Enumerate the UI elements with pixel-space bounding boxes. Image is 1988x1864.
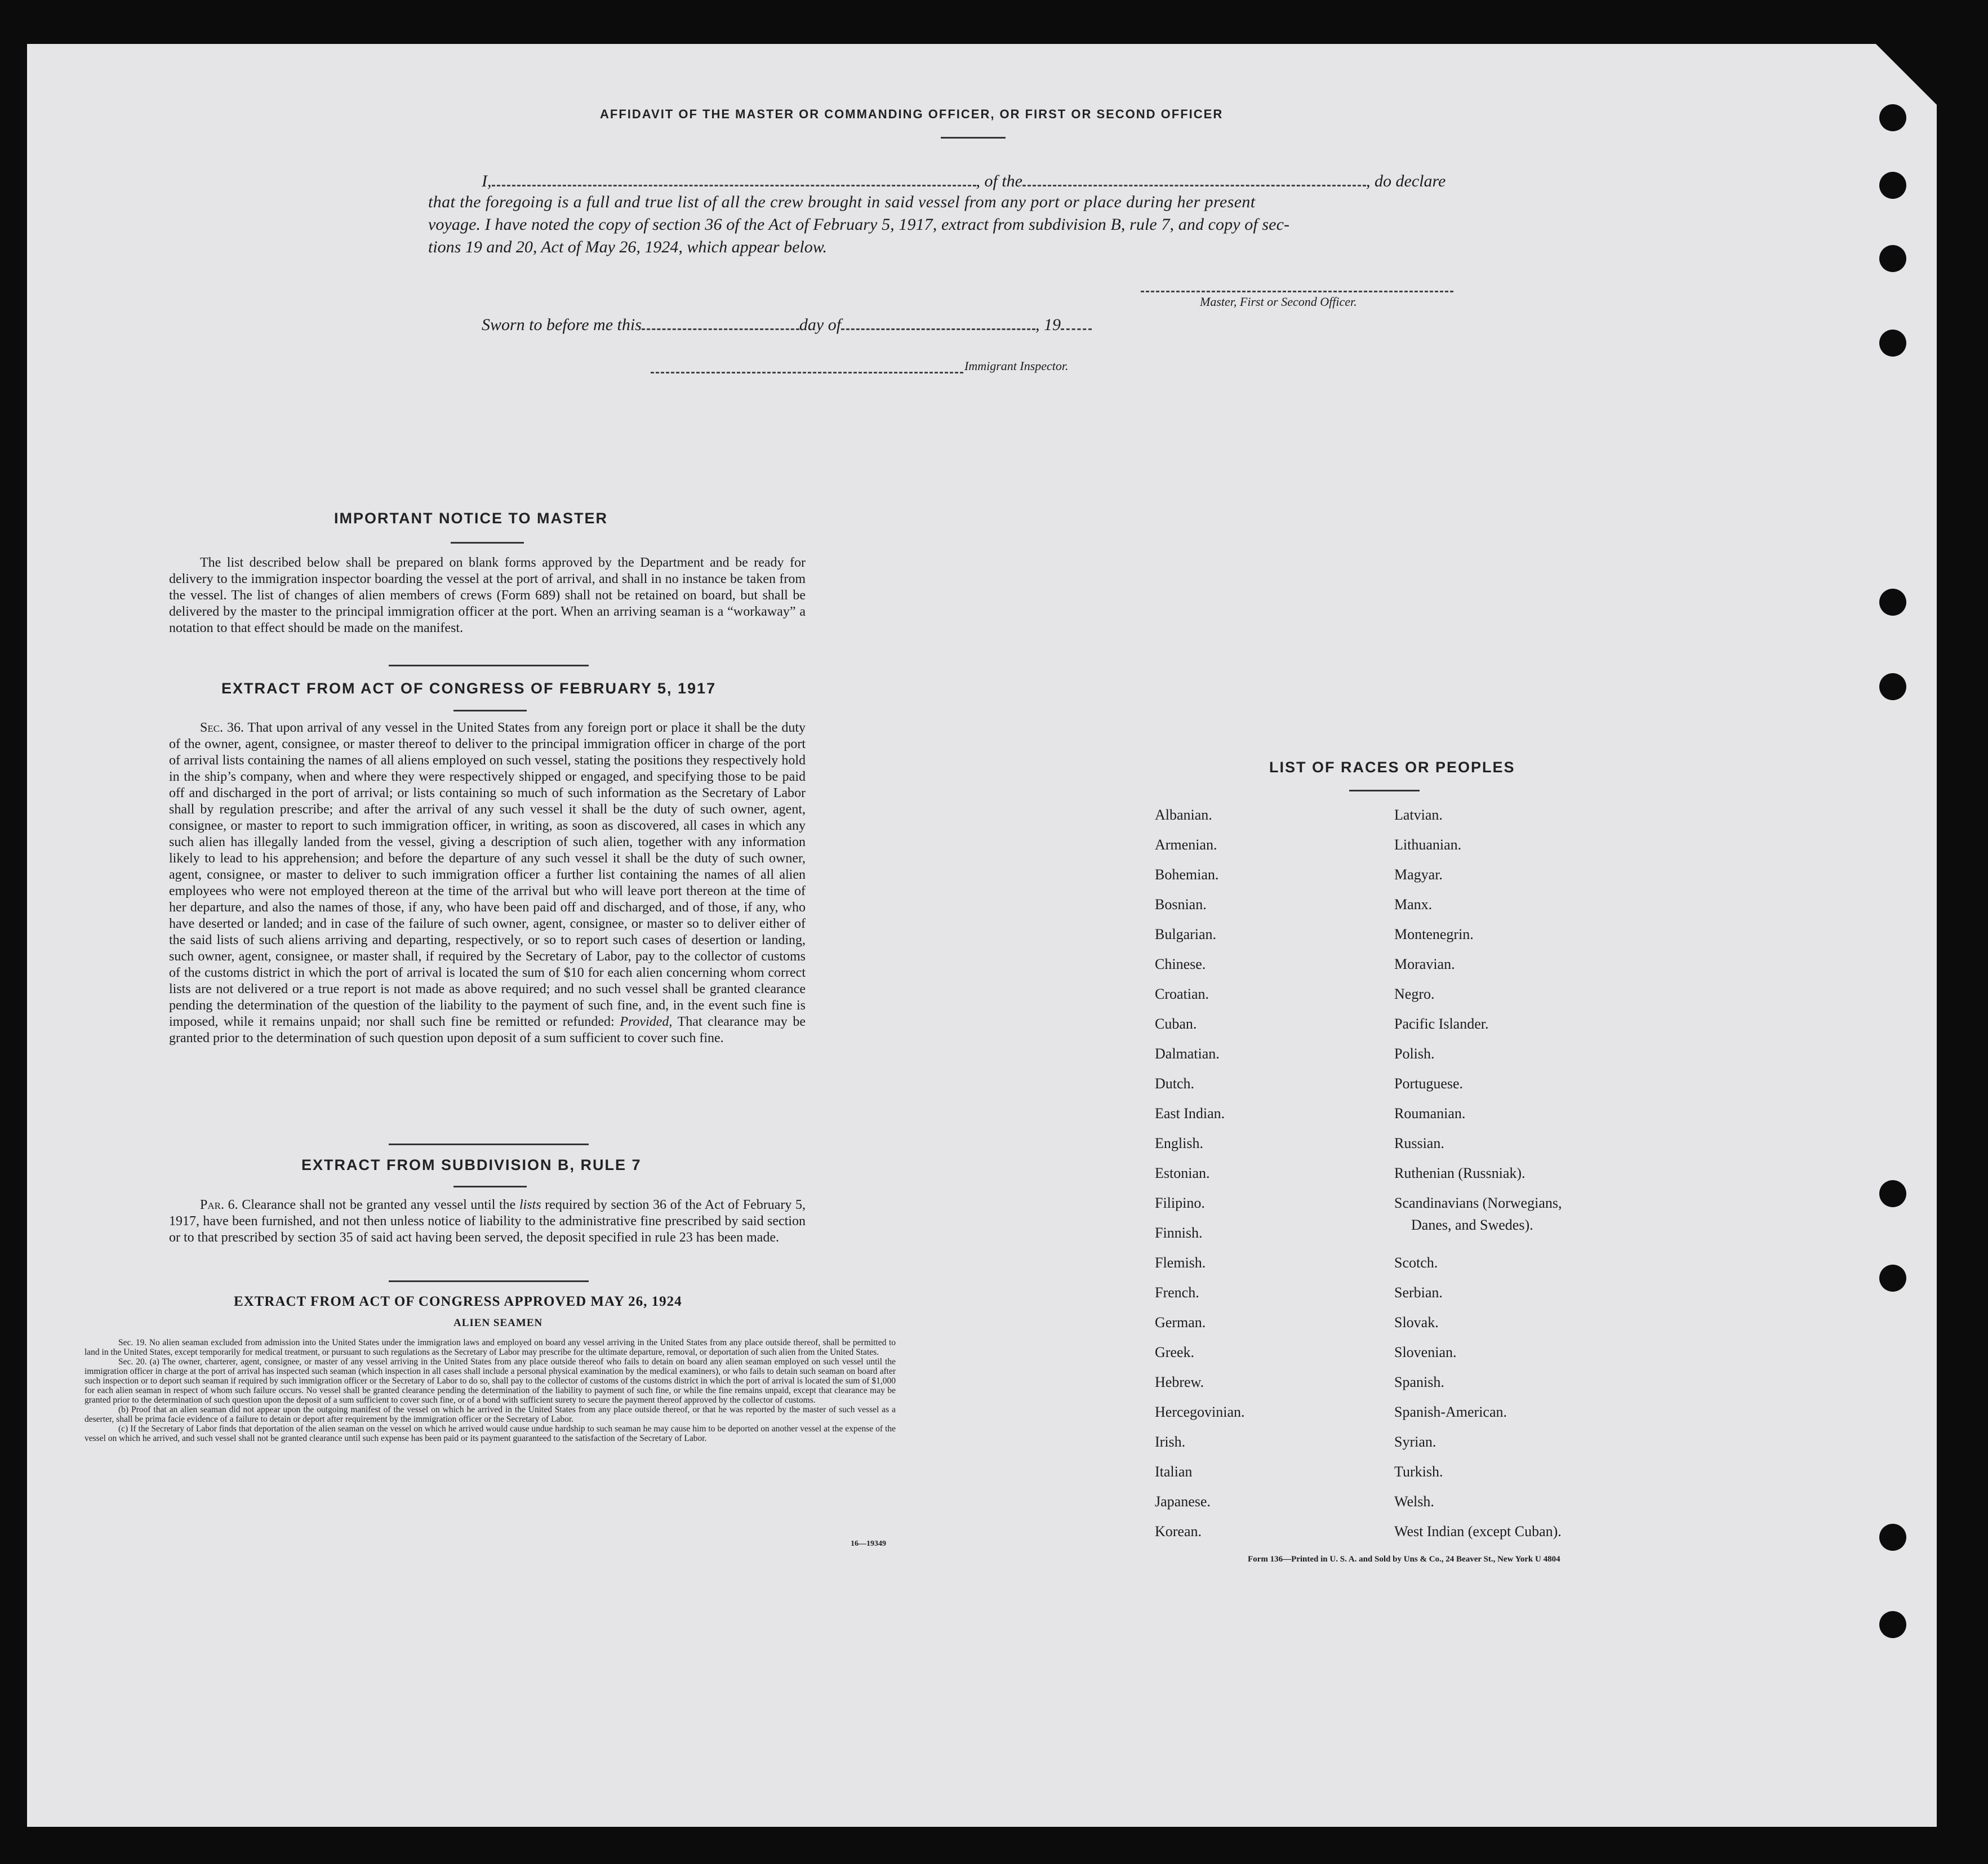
par-6-label: Par. 6. <box>200 1198 238 1212</box>
notice-text: The list described below shall be prepared on blank forms approved by the Department and be ready for delivery to the immigration inspector boarding the vessel at the port of arrival, and shall in no instance be taken from the vessel. The list of changes of alien members of crews (Form 689) shall not be retained on board, but shall be delivered by the master to the principal immigration officer at the port. When an arriving seaman is a “workaway” a notation to that effect should be made on the manifest. <box>169 555 806 635</box>
race-item: Scotch. <box>1394 1254 1438 1271</box>
race-item: West Indian (except Cuban). <box>1394 1523 1562 1540</box>
race-item: French. <box>1155 1284 1199 1301</box>
sec-19-text: Sec. 19. No alien seaman excluded from admission into the United States under the immigration laws and employed on board any vessel arriving in the United States from any place outside thereof, shall be permitted to land in the United States, except temporarily for medical treatment, or pursuant to such regulations as the Secretary of Labor may prescribe for the ultimate departure, removal, or deportation of such alien from the United States. <box>84 1338 896 1357</box>
punch-hole <box>1879 1265 1906 1292</box>
affidavit-i: I, <box>482 172 492 190</box>
race-item: Korean. <box>1155 1523 1202 1540</box>
punch-hole <box>1879 1180 1906 1207</box>
affidavit-line-1 <box>482 169 1482 191</box>
extract-1924-text <box>84 1338 896 1443</box>
sworn-day: day of <box>799 315 842 334</box>
race-item: Magyar. <box>1394 866 1443 883</box>
race-item: Chinese. <box>1155 956 1206 972</box>
punch-hole <box>1879 245 1906 272</box>
section-divider <box>389 1144 589 1145</box>
race-item: Armenian. <box>1155 837 1217 853</box>
sworn-prefix: Sworn to before me this <box>482 315 642 334</box>
rule7-text <box>169 1197 806 1246</box>
race-item: Serbian. <box>1394 1284 1443 1301</box>
race-item: Japanese. <box>1155 1493 1211 1510</box>
race-item: Dalmatian. <box>1155 1046 1220 1062</box>
races-title: LIST OF RACES OR PEOPLES <box>1269 759 1515 776</box>
race-item: Albanian. <box>1155 807 1212 823</box>
race-item: Estonian. <box>1155 1165 1210 1181</box>
form-footer: Form 136—Printed in U. S. A. and Sold by Uns & Co., 24 Beaver St., New York U 4804 <box>1248 1555 1560 1564</box>
affidavit-line-4: tions 19 and 20, Act of May 26, 1924, which appear below. <box>428 238 828 256</box>
inspector-signature-line[interactable] <box>651 356 963 373</box>
race-item: Cuban. <box>1155 1016 1197 1032</box>
race-item: Montenegrin. <box>1394 926 1474 942</box>
section-divider <box>389 665 589 666</box>
affidavit-declare: , do declare <box>1366 172 1446 190</box>
race-item: English. <box>1155 1135 1203 1151</box>
race-item: Roumanian. <box>1394 1105 1466 1122</box>
sec-36-text-end: That clearance may be granted prior to the determination of such question upon deposit of a sum sufficient to cover such fine. <box>169 1015 806 1046</box>
sworn-year: , 19 <box>1035 315 1061 334</box>
rule7-title: EXTRACT FROM SUBDIVISION B, RULE 7 <box>301 1156 642 1173</box>
title-rule <box>941 137 1006 139</box>
punch-hole <box>1879 673 1906 700</box>
name-blank[interactable] <box>492 169 976 186</box>
race-item: Latvian. <box>1394 807 1443 823</box>
race-item: Dutch. <box>1155 1075 1195 1092</box>
punch-hole <box>1879 172 1906 199</box>
sec-20b-text: (b) Proof that an alien seaman did not appear upon the outgoing manifest of the vessel on which he arrived in the United States from any place outside thereof, or that he was reported by the master of such vessel as a deserter, shall be prima facie evidence of a failure to detain or deport after requirement by the immigration officer or the Secretary of Labor. <box>84 1405 896 1424</box>
alien-seamen-subtitle: ALIEN SEAMEN <box>453 1317 543 1329</box>
page-corner <box>1876 44 1938 106</box>
vessel-blank[interactable] <box>1022 169 1366 186</box>
punch-hole <box>1879 330 1906 357</box>
race-item: Negro. <box>1394 986 1435 1002</box>
rule7-text-a: Clearance shall not be granted any vessel until the <box>242 1198 516 1212</box>
race-item: Pacific Islander. <box>1394 1016 1489 1032</box>
race-item-continuation: Danes, and Swedes). <box>1411 1217 1533 1233</box>
sec-36-text: That upon arrival of any vessel in the United States from any foreign port or place it shall be the duty of the owner, agent, consignee, or master thereof to deliver to the principal immigration officer in charge of the port of arrival lists containing the names of all aliens employed on such vessel, stating the positions they respectively hold in the ship’s company, when and where they were respectively shipped or engaged, and specifying those to be paid off and discharged in the port of arrival; or lists containing so much of such information as the Secretary of Labor shall by regulation prescribe; and after the arrival of any such vessel it shall be the duty of such owner, agent, consignee, or master to report to such immigration officer, in writing, as soon as discovered, all cases in which any such alien has illegally landed from the vessel, giving a description of such alien, together with any information likely to lead to his apprehension; and before the departure of any such vessel it shall be the duty of such owner, agent, consignee, or master to deliver to such immigration officer a further list containing the names of all alien employees who were not employed thereon at the time of the arrival but who will leave port thereon at the time of her departure, and also the names of those, if any, who have been paid off and discharged, and of those, if any, who have deserted or landed; and in case of the failure of such owner, agent, consignee, or master so to deliver either of the said lists of such aliens arriving and departing, respectively, or so to report such cases of desertion or landing, such owner, agent, consignee, or master shall, if required by the Secretary of Labor, pay to the collector of customs of the customs district in which the port of arrival is located the sum of $10 for each alien concerning whom correct lists are not delivered or a true report is not made as above required; and no such vessel shall be granted clearance pending the determination of the question of the liability to the payment of such fine, and, in the event such fine is imposed, while it remains unpaid; nor shall such fine be remitted or refunded: <box>169 720 806 1029</box>
race-item: Syrian. <box>1394 1434 1436 1450</box>
race-item: Hebrew. <box>1155 1374 1204 1390</box>
sec-36-label: Sec. 36. <box>200 720 244 735</box>
race-item: Finnish. <box>1155 1225 1203 1241</box>
race-item: Hercegovinian. <box>1155 1404 1245 1420</box>
race-item: Portuguese. <box>1394 1075 1464 1092</box>
race-item: Spanish-American. <box>1394 1404 1507 1420</box>
race-item: Filipino. <box>1155 1195 1205 1211</box>
race-item: Polish. <box>1394 1046 1435 1062</box>
sworn-line <box>482 313 1092 335</box>
race-item: Turkish. <box>1394 1463 1443 1480</box>
rule7-text-b: required by section 36 of the Act of February 5, 1917, have been furnished, and not then unless notice of liability to the administrative fine prescribed by said section or to that prescribed by section 35 of said act having been served, the deposit specified in rule 23 has been made. <box>169 1198 806 1245</box>
rule7-rule <box>453 1186 527 1187</box>
affidavit-title: AFFIDAVIT OF THE MASTER OR COMMANDING OFFICER, OR FIRST OR SECOND OFFICER <box>600 107 1224 121</box>
form-code: 16—19349 <box>851 1540 886 1548</box>
month-blank[interactable] <box>841 313 1035 330</box>
lists-word: lists <box>519 1198 541 1212</box>
affidavit-line-2: that the foregoing is a full and true list of all the crew brought in said vessel from any port or place during her present <box>428 193 1256 211</box>
race-item: Moravian. <box>1394 956 1455 972</box>
master-caption: Master, First or Second Officer. <box>1200 295 1357 309</box>
race-item: Greek. <box>1155 1344 1195 1360</box>
section-divider <box>389 1280 589 1282</box>
race-item: East Indian. <box>1155 1105 1225 1122</box>
race-item: Lithuanian. <box>1394 837 1462 853</box>
race-item: Irish. <box>1155 1434 1186 1450</box>
race-item: Manx. <box>1394 896 1433 913</box>
race-item: Spanish. <box>1394 1374 1444 1390</box>
notice-title: IMPORTANT NOTICE TO MASTER <box>334 510 608 527</box>
race-item: Bulgarian. <box>1155 926 1217 942</box>
punch-hole <box>1879 1524 1906 1551</box>
race-item: Italian <box>1155 1463 1193 1480</box>
affidavit-line-3: voyage. I have noted the copy of section 36 of the Act of February 5, 1917, extract from subdivision B, rule 7, and copy of sec- <box>428 215 1290 234</box>
race-item: Welsh. <box>1394 1493 1434 1510</box>
races-title-rule <box>1349 790 1420 791</box>
year-blank[interactable] <box>1061 313 1092 330</box>
affidavit-of-the: , of the <box>976 172 1022 190</box>
master-signature-line[interactable] <box>1141 275 1453 292</box>
extract-1917-text <box>169 720 806 1047</box>
race-item: Ruthenian (Russniak). <box>1394 1165 1526 1181</box>
race-item: Bohemian. <box>1155 866 1219 883</box>
extract-1917-rule <box>453 710 527 711</box>
punch-hole <box>1879 589 1906 616</box>
punch-hole <box>1879 1611 1906 1638</box>
punch-hole <box>1879 104 1906 131</box>
sec-20c-text: (c) If the Secretary of Labor finds that deportation of the alien seaman on the vessel on which he arrived would cause undue hardship to such seaman he may cause him to be deported on another vessel at the expense of the vessel on which he arrived, and such vessel shall not be granted clearance until such expense has been paid or its payment guaranteed to the satisfaction of the Secretary of Labor. <box>84 1424 896 1443</box>
sec-20a-text: Sec. 20. (a) The owner, charterer, agent, consignee, or master of any vessel arriving in the United States from any place outside thereof who fails to detain on board any alien seaman employed on such vessel until the immigration officer in charge at the port of arrival has inspected such seaman (which inspection in all cases shall include a personal physical examination by the medical examiners), or who fails to detain such seaman on board after such inspection or to deport such seaman if required by such immigration officer or the Secretary of Labor to do so, shall pay to the collector of customs of the customs district in which the port of arrival is located the sum of $1,000 for each alien seaman in respect of whom such failure occurs. No vessel shall be granted clearance pending the determination of the liability to payment of such fine, or while the fine remains unpaid, except that clearance may be granted prior to the determination of such question upon the deposit of a sum sufficient to cover such fine, or of a bond with sufficient surety to secure the payment thereof approved by the collector of customs. <box>84 1357 896 1405</box>
provided-word: Provided, <box>620 1015 673 1029</box>
day-blank[interactable] <box>642 313 799 330</box>
race-item: Flemish. <box>1155 1254 1206 1271</box>
extract-1917-title: EXTRACT FROM ACT OF CONGRESS OF FEBRUARY 5, 1917 <box>221 680 717 697</box>
race-item: Russian. <box>1394 1135 1444 1151</box>
race-item: Slovenian. <box>1394 1344 1457 1360</box>
race-item: Bosnian. <box>1155 896 1207 913</box>
race-item: Scandinavians (Norwegians, <box>1394 1195 1562 1211</box>
extract-1924-title: EXTRACT FROM ACT OF CONGRESS APPROVED MAY 26, 1924 <box>234 1294 682 1309</box>
notice-title-rule <box>451 542 524 544</box>
inspector-caption: Immigrant Inspector. <box>964 359 1069 373</box>
race-item: German. <box>1155 1314 1206 1331</box>
race-item: Croatian. <box>1155 986 1209 1002</box>
race-item: Slovak. <box>1394 1314 1439 1331</box>
